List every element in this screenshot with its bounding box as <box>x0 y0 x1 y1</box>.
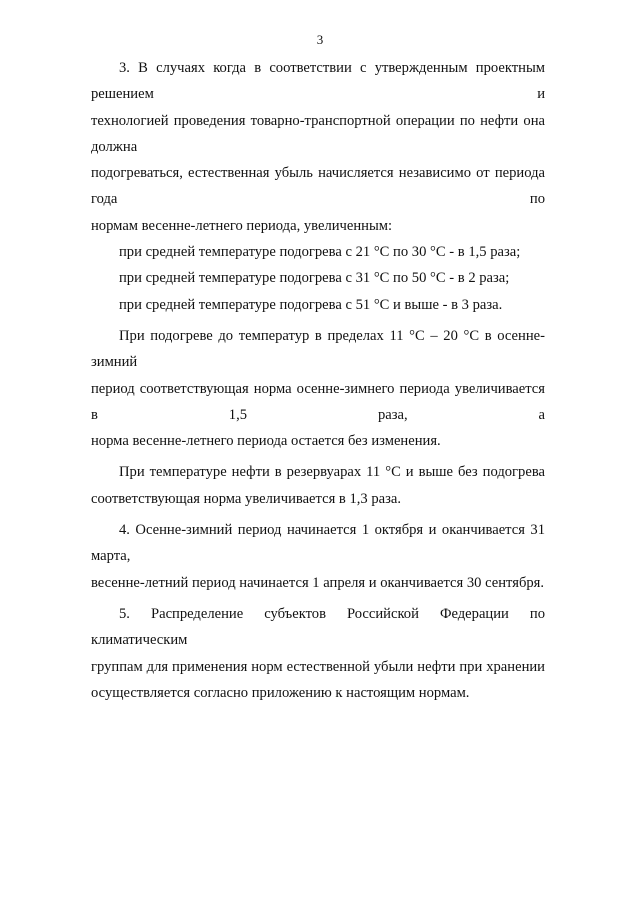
text-line: период соответствующая норма осенне-зимнего периода увеличивается в 1,5 раза, а <box>91 380 545 423</box>
paragraph-3 <box>91 55 545 239</box>
text-line: подогреваться, естественная убыль начисляется независимо от периода года по <box>91 165 545 208</box>
text-line: 5. Распределение субъектов Российской Федерации по климатическим <box>91 605 545 649</box>
text-line: технологией проведения товарно-транспортной операции по нефти она должна <box>91 112 545 155</box>
text-line: соответствующая норма увеличивается в 1,3 раза. <box>91 490 402 507</box>
temperature-item-3: при средней температуре подогрева с 51 °С и выше - в 3 раза. <box>119 296 503 313</box>
text-line: 4. Осенне-зимний период начинается 1 октября и оканчивается 31 марта, <box>91 522 545 565</box>
text-line: нормам весенне-летнего периода, увеличенным: <box>91 217 393 234</box>
paragraph-5 <box>91 601 545 706</box>
page-number: 3 <box>316 32 324 47</box>
temperature-item-1: при средней температуре подогрева с 21 °С по 30 °С - в 1,5 раза; <box>119 244 521 261</box>
text-line: норма весенне-летнего периода остается без изменения. <box>91 433 441 450</box>
paragraph-tank-temperature <box>91 459 545 512</box>
paragraph-heating <box>91 323 545 454</box>
text-line: При подогреве до температур в пределах 11 °С – 20 °С в осенне-зимний <box>91 327 545 371</box>
temperature-item-2: при средней температуре подогрева с 31 °С по 50 °С - в 2 раза; <box>119 270 510 287</box>
text-line: осуществляется согласно приложению к настоящим нормам. <box>91 684 470 701</box>
text-line: 3. В случаях когда в соответствии с утвержденным проектным решением и <box>91 60 545 103</box>
text-line: При температуре нефти в резервуарах 11 °С и выше без подогрева <box>119 464 545 481</box>
paragraph-4 <box>91 517 545 596</box>
document-body <box>91 55 545 706</box>
text-line: весенне-летний период начинается 1 апреля и оканчивается 30 сентября. <box>91 574 545 591</box>
text-line: группам для применения норм естественной убыли нефти при хранении <box>91 658 545 675</box>
